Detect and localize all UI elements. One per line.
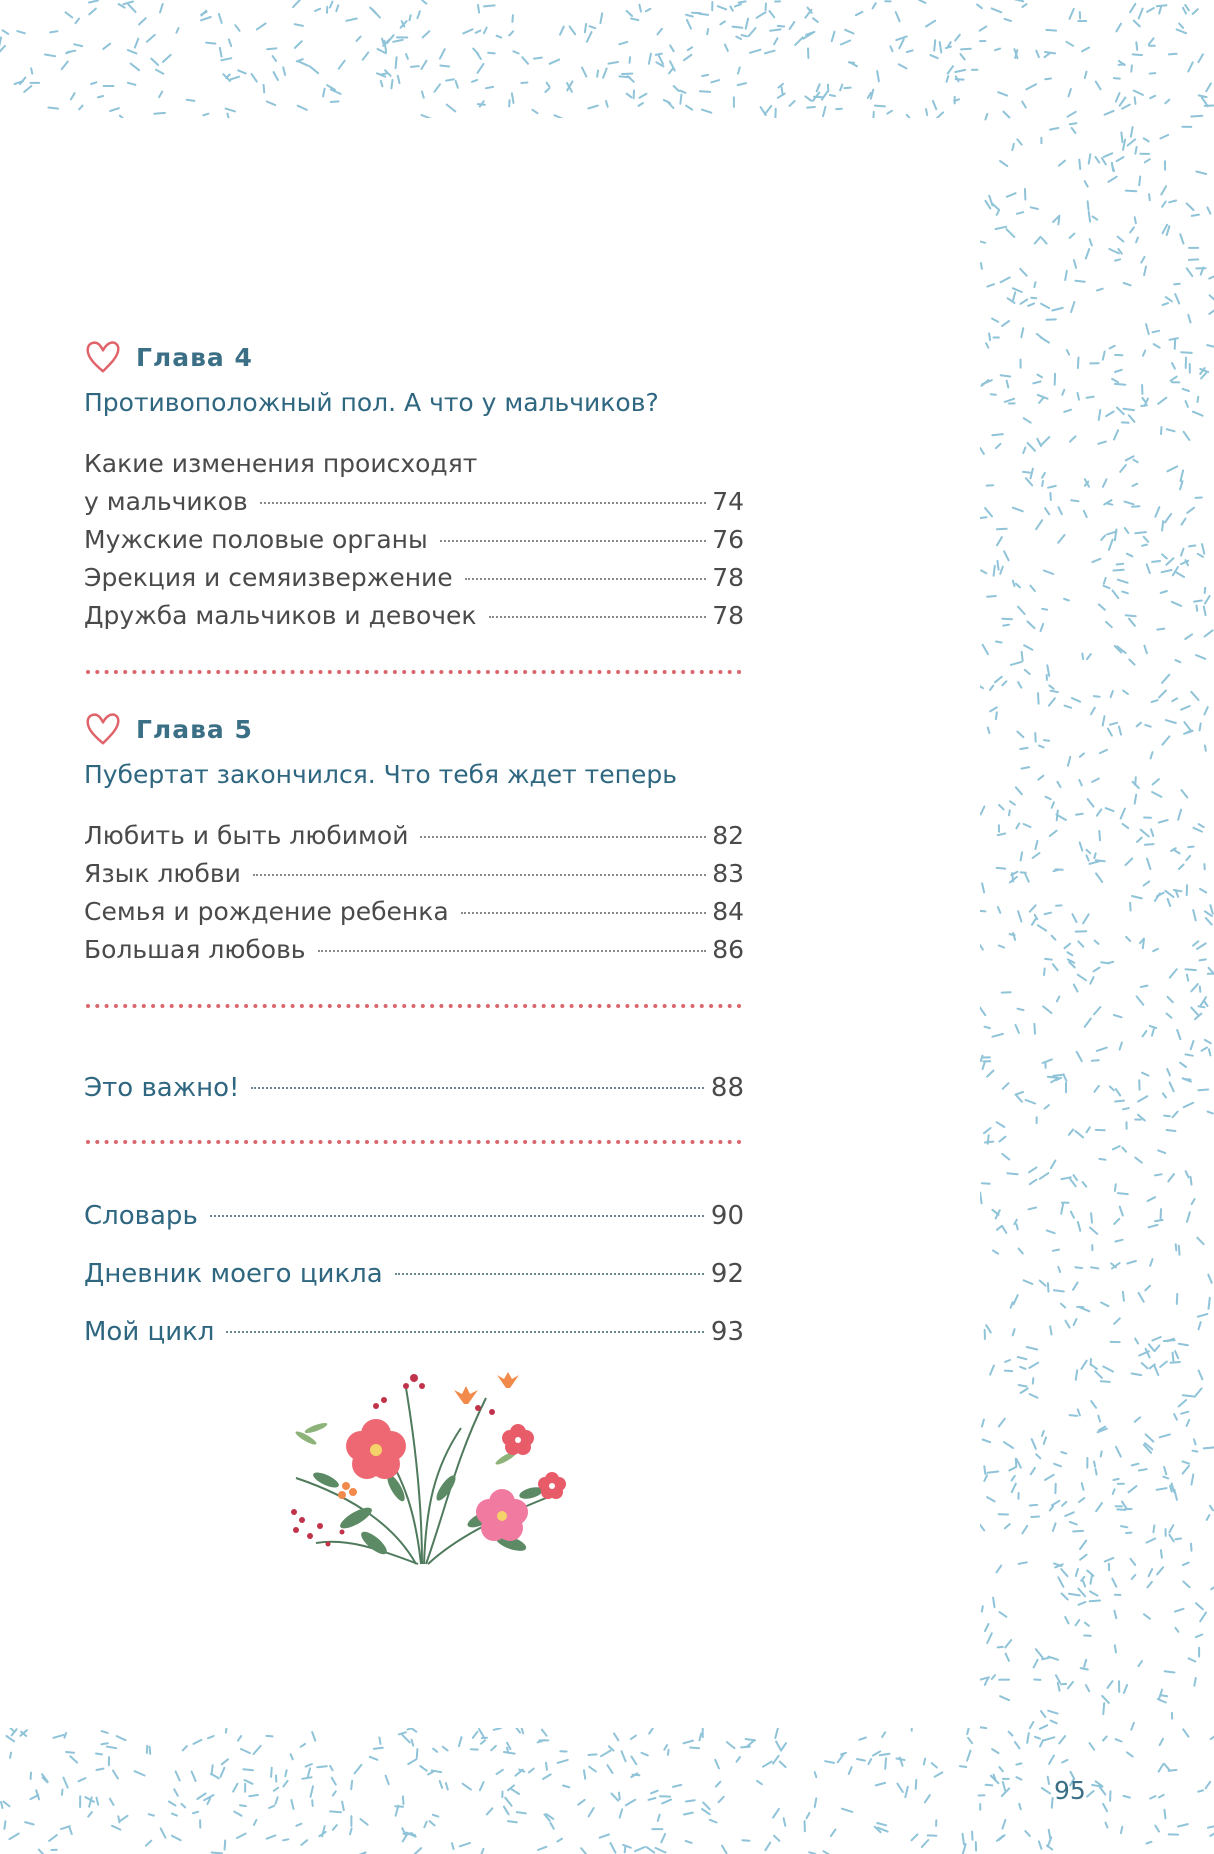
heart-icon [84, 337, 122, 377]
dot-leader [461, 912, 706, 914]
chapter-4-label: Глава 4 [136, 342, 253, 372]
chapter-5-label: Глава 5 [136, 714, 253, 744]
toc-entry-title: Какие изменения происходят [84, 449, 478, 478]
toc-glossary [84, 1193, 744, 1239]
toc-entry-title: Язык любви [84, 859, 241, 888]
dot-leader [210, 1215, 704, 1217]
toc-entry-page: 78 [712, 601, 744, 630]
toc-entry-title: у мальчиков [84, 487, 248, 516]
toc-entry [84, 931, 744, 969]
toc-entry-page: 92 [710, 1259, 744, 1289]
toc-entry-title: Большая любовь [84, 935, 306, 964]
toc-entry-title: Мой цикл [84, 1317, 215, 1347]
dotted-divider [84, 665, 744, 679]
dot-leader [465, 578, 706, 580]
toc-entry-page: 78 [712, 563, 744, 592]
toc-entry [84, 483, 744, 521]
heart-icon [84, 709, 122, 749]
dot-leader [253, 874, 706, 876]
dot-leader [440, 540, 706, 542]
toc-entry-title: Это важно! [84, 1073, 240, 1103]
toc-entry [84, 817, 744, 855]
toc-entry-page: 93 [710, 1317, 744, 1347]
toc-entry-title: Любить и быть любимой [84, 821, 409, 850]
chapter-5-title: Пубертат закончился. Что тебя ждет теперь [84, 760, 677, 789]
toc-entry [84, 855, 744, 893]
toc-entry-page: 74 [712, 487, 744, 516]
toc-entry [84, 559, 744, 597]
dot-leader [260, 502, 706, 504]
toc-entry-title: Мужские половые органы [84, 525, 428, 554]
toc-entry-page: 76 [712, 525, 744, 554]
page-number: 95 [1054, 1776, 1086, 1805]
toc-entry-page: 88 [710, 1073, 744, 1103]
chapter-5-heading [84, 707, 744, 751]
chapter-4-heading [84, 335, 744, 379]
toc-entry-title: Дружба мальчиков и девочек [84, 601, 477, 630]
toc-entry-page: 86 [712, 935, 744, 964]
toc-entry [84, 893, 744, 931]
toc-entry-title: Дневник моего цикла [84, 1259, 383, 1289]
dotted-divider [84, 999, 744, 1013]
toc-my-cycle [84, 1309, 744, 1355]
chapter-5-entries [84, 817, 744, 969]
dotted-divider [84, 1135, 744, 1149]
table-of-contents [84, 335, 744, 1355]
toc-important [84, 1065, 744, 1111]
toc-entry-title: Семья и рождение ребенка [84, 897, 449, 926]
toc-entry-title: Эрекция и семяизвержение [84, 563, 453, 592]
toc-entry-title: Словарь [84, 1201, 198, 1231]
toc-cycle-diary [84, 1251, 744, 1297]
dot-leader [395, 1273, 704, 1275]
toc-entry-page: 83 [712, 859, 744, 888]
chapter-4-entries [84, 445, 744, 635]
toc-entry-page: 90 [710, 1201, 744, 1231]
dot-leader [489, 616, 706, 618]
toc-entry [84, 597, 744, 635]
dot-leader [251, 1087, 704, 1089]
flower-bouquet-illustration [256, 1368, 582, 1568]
toc-entry-page: 82 [712, 821, 744, 850]
dot-leader [318, 950, 706, 952]
toc-entry [84, 521, 744, 559]
dot-leader [226, 1331, 704, 1333]
toc-entry-page: 84 [712, 897, 744, 926]
dot-leader [420, 836, 706, 838]
chapter-4-title: Противоположный пол. А что у мальчиков? [84, 388, 659, 417]
